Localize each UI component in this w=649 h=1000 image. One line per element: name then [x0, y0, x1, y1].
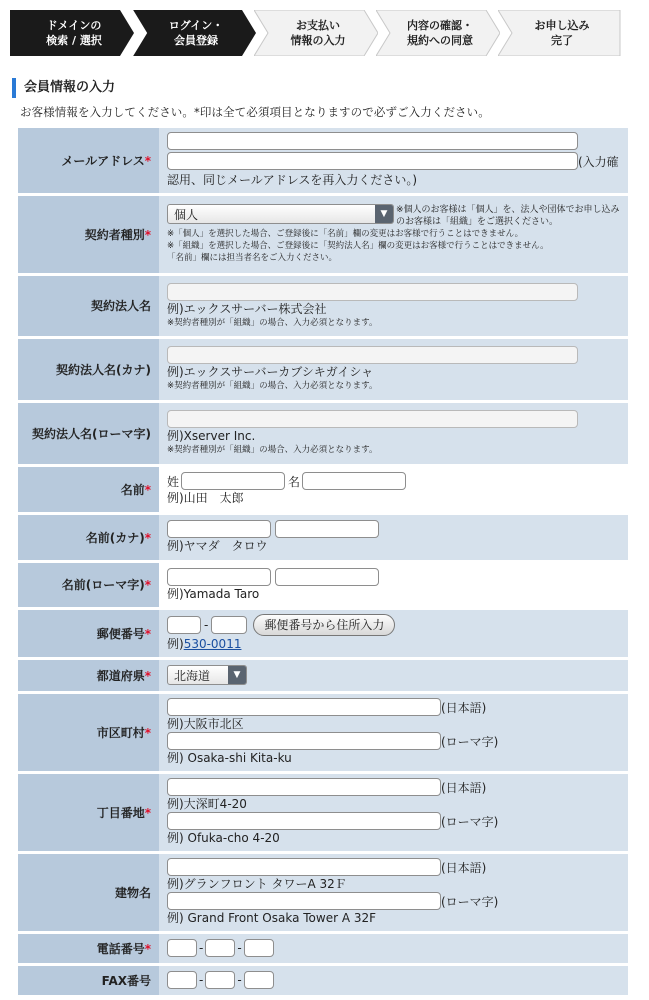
corp-name-input[interactable] [167, 283, 578, 301]
row-building: 建物名 (日本語) 例)グランフロント タワーA 32Ｆ (ローマ字) 例) Grand Front Osaka Tower A 32F [18, 852, 628, 932]
first-name-roman-input[interactable] [275, 568, 379, 586]
row-contract-type: 契約者種別* 個人 ▼ ※個人のお客様は「個人」を、法人や団体でお申し込みのお客様は「組織」をご選択ください。 ※「個人」を選択した場合、ご登録後に「名前」欄の変更はお客様で行うことはできません。 ※「組織」を選択した場合、ご登録後に「契約法人名」欄の変更はお客様で行うことはできません。 「名前」欄には担当者名をご入力ください。 [18, 194, 628, 274]
email-label: メールアドレス* [18, 128, 159, 194]
corp-name-label: 契約法人名 [18, 274, 159, 337]
first-name-input[interactable] [302, 472, 406, 490]
step-label: お支払い 情報の入力 [290, 19, 346, 47]
corp-kana-input[interactable] [167, 346, 578, 364]
row-zip: 郵便番号* - 郵便番号から住所入力 例)530-0011 [18, 608, 628, 658]
last-name-input[interactable] [181, 472, 285, 490]
chevron-down-icon: ▼ [375, 205, 393, 223]
progress-steps [10, 10, 622, 56]
step-label: ドメインの 検索 / 選択 [46, 19, 102, 47]
name-kana-label: 名前(カナ)* [18, 513, 159, 561]
row-corp-kana: 契約法人名(カナ) 例)エックスサーバーカブシキガイシャ ※契約者種別が「組織」の場合、入力必須となります。 [18, 337, 628, 401]
step-domain-search [10, 10, 132, 56]
step-label: お申し込み 完了 [534, 19, 590, 47]
row-phone: 電話番号* - - [18, 932, 628, 964]
zip-first-input[interactable] [167, 616, 201, 634]
building-label: 建物名 [18, 852, 159, 932]
email-confirm-input[interactable] [167, 152, 578, 170]
street-ja-input[interactable] [167, 778, 441, 796]
fax-exchange-input[interactable] [205, 971, 235, 989]
row-prefecture [18, 658, 628, 692]
zip-example-link[interactable]: 530-0011 [183, 637, 242, 651]
email-input[interactable] [167, 132, 578, 150]
contract-type-select[interactable]: 個人 ▼ [167, 204, 394, 224]
fax-label: FAX番号 [18, 964, 159, 996]
street-roman-input[interactable] [167, 812, 441, 830]
city-ja-input[interactable] [167, 698, 441, 716]
step-payment [254, 10, 376, 56]
street-label: 丁目番地* [18, 772, 159, 852]
city-label: 市区町村* [18, 692, 159, 772]
row-corp-name: 契約法人名 例)エックスサーバー株式会社 ※契約者種別が「組織」の場合、入力必須となります。 [18, 274, 628, 337]
row-name-kana: 名前(カナ)* 例)ヤマダ タロウ [18, 513, 628, 561]
fax-number-input[interactable] [244, 971, 274, 989]
fax-area-input[interactable] [167, 971, 197, 989]
city-roman-input[interactable] [167, 732, 441, 750]
contract-type-label: 契約者種別* [18, 194, 159, 274]
section-title: 会員情報の入力 [12, 78, 115, 98]
prefecture-select[interactable]: 北海道 ▼ [167, 665, 247, 685]
zip-label: 郵便番号* [18, 608, 159, 658]
building-ja-input[interactable] [167, 858, 441, 876]
step-complete [498, 10, 620, 56]
row-name: 名前* 姓 名 例)山田 太郎 [18, 465, 628, 513]
name-roman-label: 名前(ローマ字)* [18, 561, 159, 608]
prefecture-label: 都道府県* [18, 658, 159, 692]
phone-area-input[interactable] [167, 939, 197, 957]
row-corp-roman: 契約法人名(ローマ字) 例)Xserver Inc. ※契約者種別が「組織」の場合、入力必須となります。 [18, 401, 628, 465]
last-name-roman-input[interactable] [167, 568, 271, 586]
step-label: ログイン・ 会員登録 [168, 19, 224, 47]
intro-text: お客様情報を入力してください。*印は全て必須項目となりますので必ずご入力ください。 [20, 105, 490, 119]
step-label: 内容の確認・ 規約への同意 [407, 19, 473, 47]
phone-number-input[interactable] [244, 939, 274, 957]
last-name-kana-input[interactable] [167, 520, 271, 538]
member-form [18, 128, 628, 998]
row-city: 市区町村* (日本語) 例)大阪市北区 (ローマ字) 例) Osaka-shi Kita-ku [18, 692, 628, 772]
chevron-down-icon: ▼ [228, 666, 246, 684]
step-login-register [132, 10, 254, 56]
phone-label: 電話番号* [18, 932, 159, 964]
zip-second-input[interactable] [211, 616, 247, 634]
zip-lookup-button[interactable]: 郵便番号から住所入力 [253, 614, 395, 636]
corp-roman-label: 契約法人名(ローマ字) [18, 401, 159, 465]
corp-roman-input[interactable] [167, 410, 578, 428]
corp-kana-label: 契約法人名(カナ) [18, 337, 159, 401]
row-fax: FAX番号 - - [18, 964, 628, 996]
row-email: メールアドレス* (入力確 認用、同じメールアドレスを再入力ください。) [18, 128, 628, 194]
row-name-roman: 名前(ローマ字)* 例)Yamada Taro [18, 561, 628, 608]
phone-exchange-input[interactable] [205, 939, 235, 957]
name-label: 名前* [18, 465, 159, 513]
building-roman-input[interactable] [167, 892, 441, 910]
first-name-kana-input[interactable] [275, 520, 379, 538]
step-confirm-terms [376, 10, 498, 56]
row-street: 丁目番地* (日本語) 例)大深町4-20 (ローマ字) 例) Ofuka-cho 4-20 [18, 772, 628, 852]
